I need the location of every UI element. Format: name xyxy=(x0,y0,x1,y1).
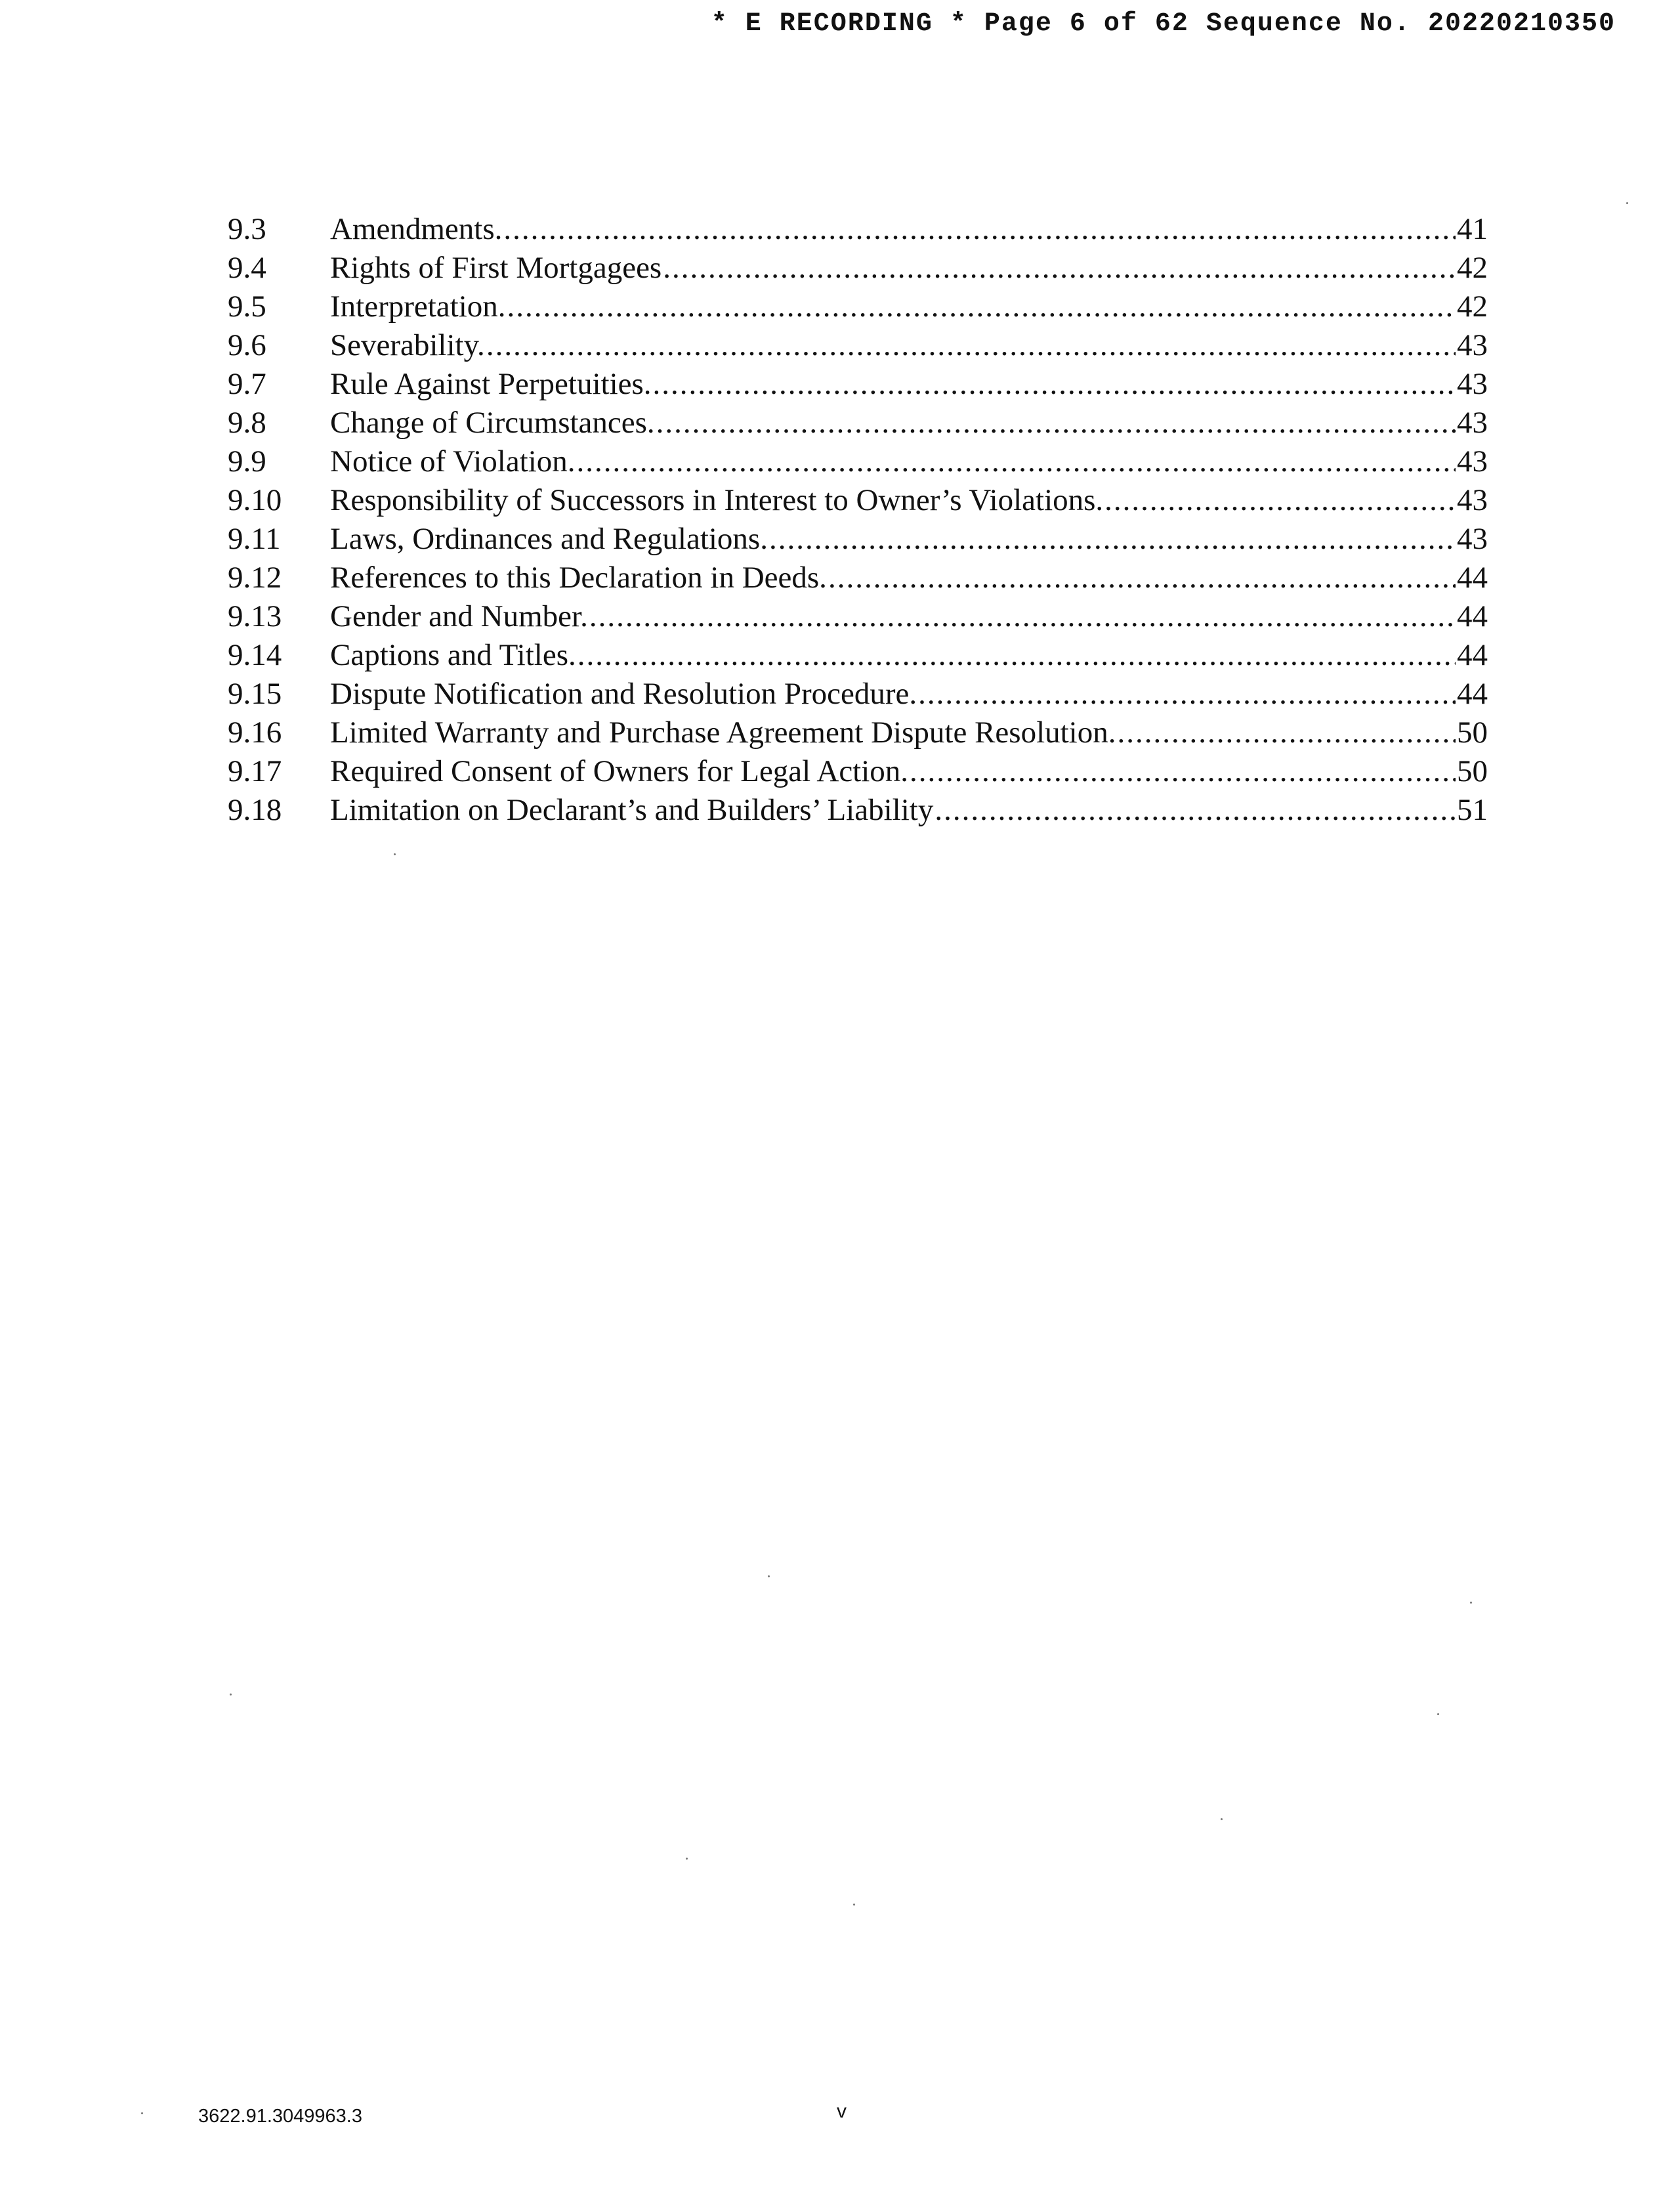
toc-entry-title: Responsibility of Successors in Interest to Owner’s Violations. xyxy=(330,483,1104,517)
toc-entry-title: References to this Declaration in Deeds. xyxy=(330,561,827,595)
dot-leader xyxy=(918,675,1456,714)
toc-entry-page: 42 xyxy=(1457,251,1488,285)
scan-speck xyxy=(1437,1713,1439,1715)
toc-entry-number: 9.13 xyxy=(228,599,282,633)
toc-entry xyxy=(228,636,1488,675)
dot-leader xyxy=(656,404,1456,442)
toc-entry-title: Limitation on Declarant’s and Builders’ Liability xyxy=(330,793,934,827)
toc-entry xyxy=(228,326,1488,365)
scan-speck xyxy=(1626,202,1628,204)
dot-leader xyxy=(589,597,1456,636)
toc-entry-page: 42 xyxy=(1457,289,1488,324)
scan-speck xyxy=(230,1694,232,1695)
toc-entry-title: Dispute Notification and Resolution Procedure. xyxy=(330,677,917,711)
toc-entry xyxy=(228,597,1488,636)
toc-entry-number: 9.3 xyxy=(228,212,266,246)
scan-speck xyxy=(394,853,396,855)
toc-entry xyxy=(228,404,1488,442)
dot-leader xyxy=(507,288,1456,326)
dot-leader xyxy=(503,210,1456,249)
toc-entry-number: 9.6 xyxy=(228,328,266,362)
toc-entry-number: 9.11 xyxy=(228,522,281,556)
dot-leader xyxy=(663,249,1456,288)
toc-entry-page: 44 xyxy=(1457,677,1488,711)
toc-entry-number: 9.5 xyxy=(228,289,266,324)
toc-entry-page: 50 xyxy=(1457,715,1488,750)
toc-entry-number: 9.17 xyxy=(228,754,282,788)
scan-speck xyxy=(1470,1602,1472,1604)
toc-entry-number: 9.10 xyxy=(228,483,282,517)
table-of-contents xyxy=(228,210,1488,830)
toc-entry xyxy=(228,752,1488,791)
scan-speck xyxy=(853,1904,855,1906)
toc-entry-page: 44 xyxy=(1457,638,1488,672)
document-id: 3622.91.3049963.3 xyxy=(198,2106,362,2127)
toc-entry-title: Laws, Ordinances and Regulations. xyxy=(330,522,768,556)
dot-leader xyxy=(577,442,1456,481)
toc-entry xyxy=(228,365,1488,404)
recording-stamp: * E RECORDING * Page 6 of 62 Sequence No. 20220210350 xyxy=(711,9,1616,39)
scan-speck xyxy=(1221,1818,1223,1820)
toc-entry-page: 44 xyxy=(1457,561,1488,595)
scan-speck xyxy=(768,1575,770,1577)
toc-entry-title: Rule Against Perpetuities. xyxy=(330,367,652,401)
dot-leader xyxy=(653,365,1456,404)
toc-entry xyxy=(228,210,1488,249)
toc-entry-title: Required Consent of Owners for Legal Action. xyxy=(330,754,909,788)
dot-leader xyxy=(486,326,1456,365)
scan-speck xyxy=(141,2112,143,2114)
toc-entry-title: Interpretation. xyxy=(330,289,506,324)
toc-entry-number: 9.16 xyxy=(228,715,282,750)
dot-leader xyxy=(910,752,1456,791)
toc-entry xyxy=(228,481,1488,520)
dot-leader xyxy=(828,559,1456,597)
toc-entry-title: Severability. xyxy=(330,328,485,362)
toc-entry-page: 43 xyxy=(1457,522,1488,556)
toc-entry xyxy=(228,442,1488,481)
toc-entry-title: Rights of First Mortgagees xyxy=(330,251,662,285)
toc-entry-page: 51 xyxy=(1457,793,1488,827)
page-number: v xyxy=(837,2100,847,2122)
toc-entry-title: Limited Warranty and Purchase Agreement Dispute Resolution. xyxy=(330,715,1116,750)
toc-entry xyxy=(228,714,1488,752)
toc-entry-title: Amendments. xyxy=(330,212,503,246)
toc-entry-page: 50 xyxy=(1457,754,1488,788)
scan-speck xyxy=(686,1858,688,1860)
toc-entry-page: 43 xyxy=(1457,483,1488,517)
toc-entry-page: 41 xyxy=(1457,212,1488,246)
toc-entry-page: 43 xyxy=(1457,444,1488,479)
toc-entry-title: Change of Circumstances. xyxy=(330,406,655,440)
toc-entry-number: 9.4 xyxy=(228,251,266,285)
dot-leader xyxy=(769,520,1456,559)
toc-entry-page: 43 xyxy=(1457,367,1488,401)
toc-entry-number: 9.18 xyxy=(228,793,282,827)
toc-entry-number: 9.9 xyxy=(228,444,266,479)
toc-entry-title: Captions and Titles. xyxy=(330,638,576,672)
toc-entry-page: 43 xyxy=(1457,406,1488,440)
toc-entry-page: 43 xyxy=(1457,328,1488,362)
toc-entry xyxy=(228,288,1488,326)
toc-entry-page: 44 xyxy=(1457,599,1488,633)
toc-entry xyxy=(228,791,1488,830)
toc-entry-title: Notice of Violation. xyxy=(330,444,576,479)
dot-leader xyxy=(1104,481,1456,520)
dot-leader xyxy=(578,636,1456,675)
toc-entry-number: 9.12 xyxy=(228,561,282,595)
dot-leader xyxy=(1118,714,1456,752)
dot-leader xyxy=(934,791,1456,830)
toc-entry xyxy=(228,559,1488,597)
toc-entry-number: 9.7 xyxy=(228,367,266,401)
toc-entry-number: 9.8 xyxy=(228,406,266,440)
toc-entry xyxy=(228,675,1488,714)
toc-entry-number: 9.15 xyxy=(228,677,282,711)
toc-entry xyxy=(228,520,1488,559)
toc-entry xyxy=(228,249,1488,288)
toc-entry-title: Gender and Number. xyxy=(330,599,588,633)
toc-entry-number: 9.14 xyxy=(228,638,282,672)
